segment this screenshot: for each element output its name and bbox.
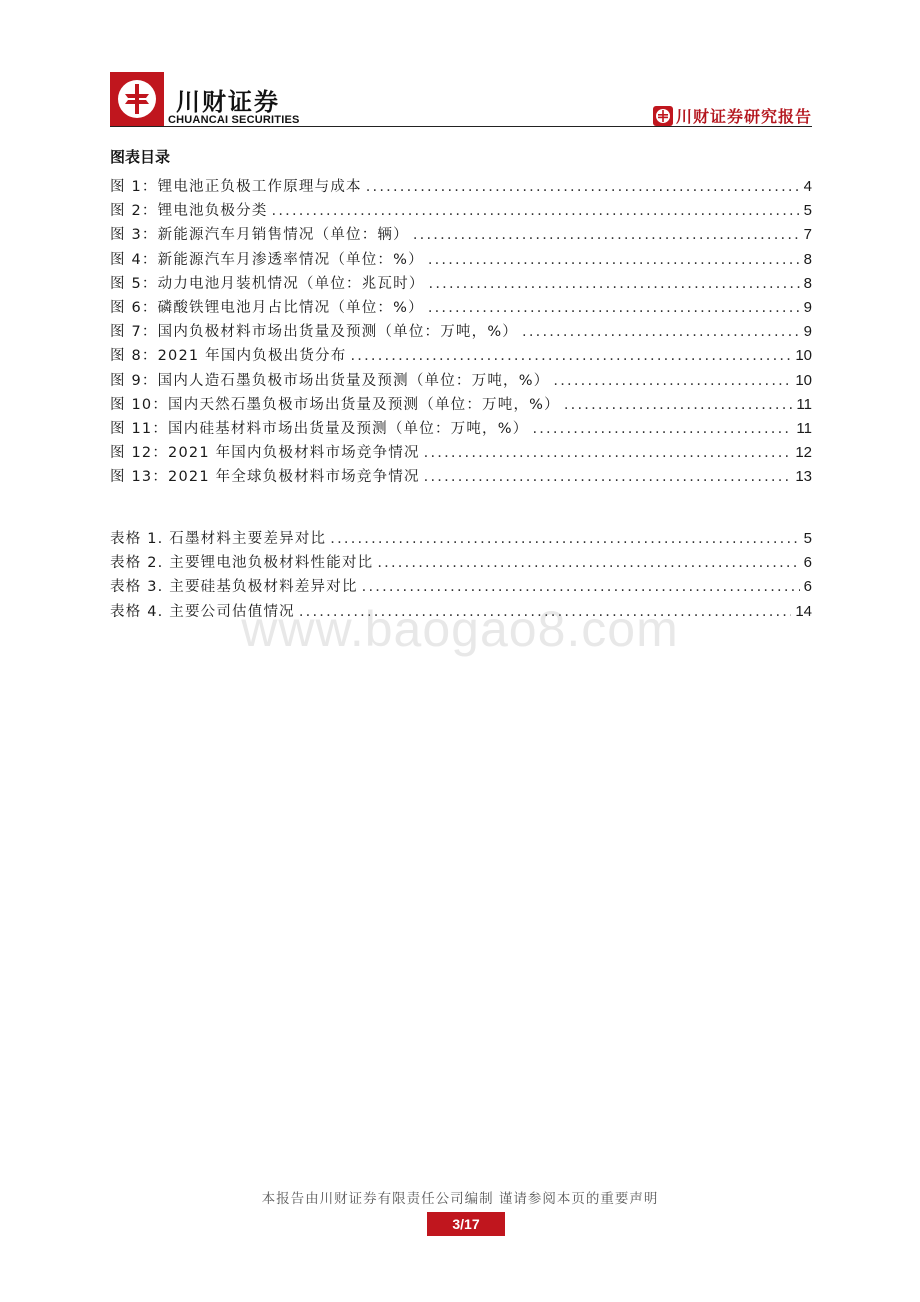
toc-entry-label: 图 13：2021 年全球负极材料市场竞争情况 [110, 469, 420, 486]
brand-name-en: CHUANCAI SECURITIES [168, 114, 300, 126]
toc-entry-page: 9 [803, 298, 812, 316]
toc-entry-label: 表格 2. 主要锂电池负极材料性能对比 [110, 555, 374, 572]
toc-entry-label: 图 11：国内硅基材料市场出货量及预测（单位：万吨，%） [110, 420, 529, 437]
toc-entry-label: 图 10：国内天然石墨负极市场出货量及预测（单位：万吨，%） [110, 396, 560, 413]
toc-entry-figure-4[interactable] [110, 248, 812, 272]
toc-entry-label: 图 2：锂电池负极分类 [110, 203, 268, 220]
toc-leader-dots [428, 296, 800, 320]
toc-entry-page: 6 [803, 554, 812, 572]
toc-entry-label: 表格 4. 主要公司估值情况 [110, 603, 295, 620]
watermark: www.baogao8.com [241, 601, 679, 657]
brand-name-cn: 川财证券 [176, 88, 280, 116]
toc-heading: 图表目录 [110, 148, 171, 166]
toc-leader-dots [272, 199, 800, 223]
report-brand [653, 104, 812, 127]
toc-entry-figure-8[interactable] [110, 344, 812, 368]
toc-entry-table-1[interactable] [110, 527, 812, 551]
toc-entry-figure-12[interactable] [110, 441, 812, 465]
toc-entry-label: 图 12：2021 年国内负极材料市场竞争情况 [110, 445, 420, 462]
toc-entry-label: 表格 1. 石墨材料主要差异对比 [110, 531, 327, 547]
toc-entry-table-3[interactable] [110, 575, 812, 599]
toc-entry-figure-9[interactable] [110, 369, 812, 393]
toc-entry-page: 6 [803, 578, 812, 596]
toc-entry-label: 表格 3. 主要硅基负极材料差异对比 [110, 579, 358, 596]
chuancai-mini-logo-icon [653, 106, 673, 126]
toc-entry-label: 图 5：动力电池月装机情况（单位：兆瓦时） [110, 275, 425, 292]
toc-leader-dots [362, 575, 800, 599]
toc-entry-label: 图 6：磷酸铁锂电池月占比情况（单位：%） [110, 299, 424, 316]
toc-leader-dots [532, 417, 792, 441]
toc-leader-dots [330, 527, 799, 551]
toc-leader-dots [564, 393, 793, 417]
toc-entry-page: 11 [796, 395, 812, 413]
toc-entry-figure-13[interactable] [110, 465, 812, 489]
toc-entry-figure-5[interactable] [110, 272, 812, 296]
toc-entry-figure-1[interactable] [110, 175, 812, 199]
header-divider [110, 126, 812, 127]
toc-entry-label: 图 1：锂电池正负极工作原理与成本 [110, 179, 362, 195]
toc-entry-label: 图 7：国内负极材料市场出货量及预测（单位：万吨，%） [110, 324, 519, 341]
toc-entry-label: 图 8：2021 年国内负极出货分布 [110, 348, 347, 365]
toc-entry-label: 图 3：新能源汽车月销售情况（单位：辆） [110, 227, 409, 244]
toc-leader-dots [413, 223, 800, 247]
toc-entry-page: 8 [803, 274, 812, 292]
toc-entry-page: 5 [803, 530, 812, 547]
toc-leader-dots [350, 344, 791, 368]
figure-list [110, 175, 812, 489]
toc-entry-figure-10[interactable] [110, 393, 812, 417]
toc-leader-dots [522, 320, 800, 344]
toc-entry-figure-7[interactable] [110, 320, 812, 344]
toc-entry-figure-2[interactable] [110, 199, 812, 223]
toc-leader-dots [429, 272, 800, 296]
toc-entry-page: 13 [795, 468, 812, 486]
toc-leader-dots [424, 465, 792, 489]
toc-entry-label: 图 9：国内人造石墨负极市场出货量及预测（单位：万吨，%） [110, 372, 550, 389]
toc-leader-dots [424, 441, 792, 465]
toc-entry-figure-3[interactable] [110, 223, 812, 247]
page-header [110, 72, 812, 128]
toc-entry-page: 5 [803, 202, 812, 220]
chuancai-logo-icon [110, 72, 164, 126]
toc-entry-page: 8 [803, 250, 812, 268]
toc-entry-page: 4 [803, 178, 812, 195]
toc-leader-dots [377, 551, 799, 575]
toc-leader-dots [428, 248, 800, 272]
toc-entry-figure-11[interactable] [110, 417, 812, 441]
toc-leader-dots [553, 369, 791, 393]
toc-leader-dots [366, 175, 800, 199]
toc-entry-label: 图 4：新能源汽车月渗透率情况（单位：%） [110, 251, 424, 268]
toc-entry-page: 7 [803, 226, 812, 244]
footer-disclaimer: 本报告由川财证券有限责任公司编制 谨请参阅本页的重要声明 [261, 1191, 659, 1207]
toc-entry-table-2[interactable] [110, 551, 812, 575]
toc-entry-page: 10 [795, 371, 812, 389]
toc-entry-page: 14 [795, 602, 812, 620]
page-number-badge: 3/17 [427, 1212, 505, 1236]
toc-entry-page: 9 [803, 323, 812, 341]
report-brand-text: 川财证券研究报告 [675, 107, 812, 126]
toc-entry-page: 12 [795, 444, 812, 462]
toc-entry-page: 11 [796, 419, 812, 437]
toc-entry-figure-6[interactable] [110, 296, 812, 320]
toc-entry-page: 10 [795, 347, 812, 365]
